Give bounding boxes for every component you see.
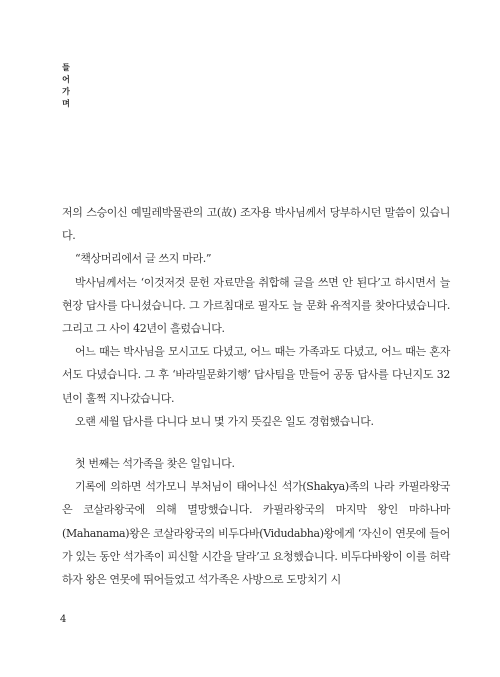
- section-tab: [59, 62, 73, 110]
- paragraph: “책상머리에서 글 쓰지 마라.”: [75, 252, 212, 266]
- section-tab-char: 들: [62, 63, 70, 72]
- body-text: [62, 201, 450, 591]
- section-tab-char: 가: [62, 87, 70, 96]
- paragraph: 첫 번째는 석가족을 찾은 일입니다.: [75, 457, 235, 471]
- paragraph: 오랜 세월 답사를 다니다 보니 몇 가지 뜻깊은 일도 경험했습니다.: [75, 414, 374, 428]
- page-number: 4: [60, 614, 67, 625]
- paragraph: 저의 스승이신 예밀레박물관의 고(故) 조자용 박사님께서 당부하시던 말씀이 있습니다.: [62, 206, 450, 243]
- paragraph: 어느 때는 박사님을 모시고도 다녔고, 어느 때는 가족과도 다녔고, 어느 때는 혼자서도 다녔습니다. 그 후 ‘바라밀문화기행’ 답사팀을 만들어 공동 답사를 다닌지도 32년이 훌쩍 지나갔습니다.: [62, 345, 450, 405]
- section-tab-char: 며: [62, 99, 70, 108]
- section-tab-char: 어: [62, 75, 70, 84]
- paragraph: 박사님께서는 ‘이것저것 문헌 자료만을 취합해 글을 쓰면 안 된다’고 하시면서 늘 현장 답사를 다니셨습니다. 그 가르침대로 필자도 늘 문화 유적지를 찾아다녔습니다. 그리고 그 사이 42년이 흘렀습니다.: [62, 275, 450, 336]
- paragraph-gap: [62, 433, 450, 452]
- paragraph: 기록에 의하면 석가모니 부처님이 태어나신 석가(Shakya)족의 나라 카필라왕국은 코살라왕국에 의해 멸망했습니다. 카필라왕국의 마지막 왕인 마하나마(Mahanama)왕은 코살라왕국의 비두다바(Vidudabha)왕에게 ‘자신이 연못에 들어가 있는 동안 석가족이 피신할 시간을 달라’고 요청했습니다. 비두다바왕이 이를 허락하자 왕은 연못에 뛰어들었고 석가족은 사방으로 도망치기 시: [62, 480, 450, 587]
